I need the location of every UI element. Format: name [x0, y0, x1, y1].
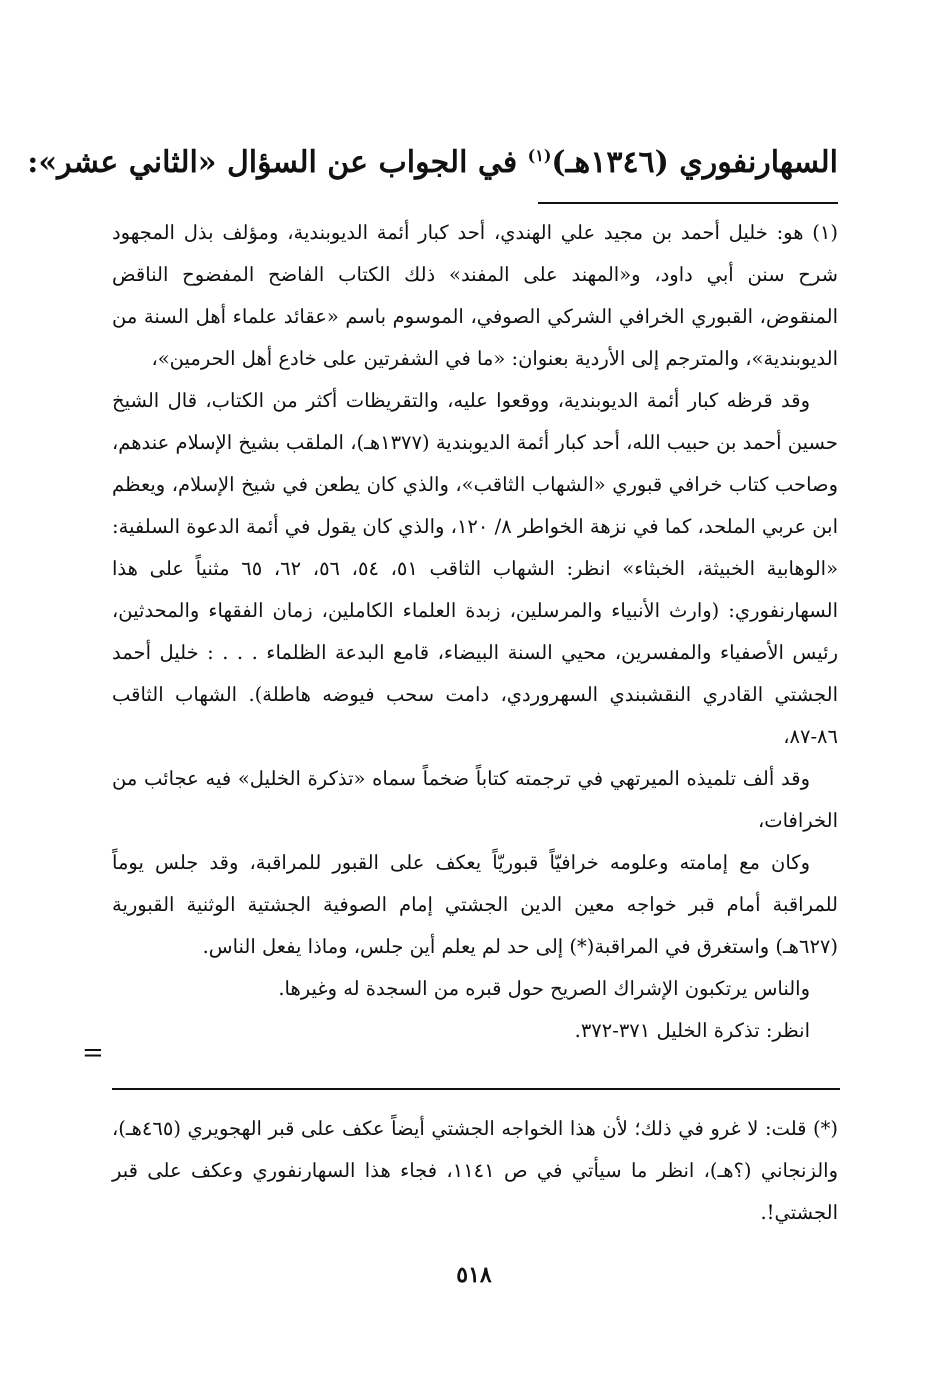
footnote-separator-bottom: [112, 1088, 840, 1090]
footnote-separator-top: [538, 202, 838, 204]
heading-text-end: في الجواب عن السؤال «الثاني عشر»:: [27, 145, 528, 180]
section-heading: [27, 132, 838, 187]
footnote-paragraph-identity: (١) هو: خليل أحمد بن مجيد علي الهندي، أحد كبار أئمة الديوبندية، ومؤلف بذل المجهود شرح سنن أبي داود، و«المهند على المفند» ذلك الكتاب الفاضح المفضوح الناقض المنقوض، القبوري الخرافي الشركي الصوفي، الموسوم باسم «عقائد علماء أهل السنة من الديوبندية»، والمترجم إلى الأردية بعنوان: «ما في الشفرتين على خادع أهل الحرمين»،: [112, 221, 838, 370]
page-number: ٥١٨: [456, 1262, 492, 1288]
margin-double-line-mark: =: [82, 1038, 104, 1068]
footnote-reference-marker[interactable]: (١): [527, 146, 552, 165]
footnote-paragraph-grave-meditation: وكان مع إمامته وعلومه خرافيّاً قبوريّاً يعكف على القبور للمراقبة، وقد جلس يوماً للمراقبة أمام قبر خواجه معين الدين الجشتي إمام الصوفية الجشتية الوثنية القبورية (٦٢٧هـ) واستغرق في المراقبة(*) إلى حد لم يعلم أين جلس، وماذا يفعل الناس.: [112, 851, 838, 958]
heading-text-start: السهارنفوري (١٣٤٦هـ): [551, 145, 838, 180]
footnote-paragraph-reference: انظر: تذكرة الخليل ٣٧١-٣٧٢.: [574, 1019, 810, 1042]
footnote-paragraph-people-shirk: والناس يرتكبون الإشراك الصريح حول قبره من السجدة له وغيرها.: [278, 977, 810, 1000]
asterisk-note-block: [112, 1108, 838, 1234]
footnote-paragraph-endorsements: وقد قرظه كبار أئمة الديوبندية، ووقعوا عليه، والتقريظات أكثر من الكتاب، قال الشيخ حسين أحمد بن حبيب الله، أحد كبار أئمة الديوبندية (١٣٧٧هـ)، الملقب بشيخ الإسلام عندهم، وصاحب كتاب خرافي قبوري «الشهاب الثاقب»، والذي كان يطعن في شيخ الإسلام، ويعظم ابن عربي الملحد، كما في نزهة الخواطر ٨/ ١٢٠، والذي كان يقول في أئمة الدعوة السلفية: «الوهابية الخبيثة، الخبثاء» انظر: الشهاب الثاقب ٥١، ٥٤، ٥٦، ٦٢، ٦٥ مثنياً على هذا السهارنفوري: (وارث الأنبياء والمرسلين، زبدة العلماء الكاملين، زمان الفقهاء والمحدثين، رئيس الأصفياء والمفسرين، محيي السنة البيضاء، قامع البدعة الظلماء . . . : خليل أحمد الجشتي القادري النقشبندي السهروردي، دامت سحب فيوضه هاطلة). الشهاب الثاقب ٨٦-٨٧،: [112, 389, 839, 748]
asterisk-note-text: (*) قلت: لا غرو في ذلك؛ لأن هذا الخواجه الجشتي أيضاً عكف على قبر الهجويري (٤٦٥هـ)، والزنجاني (؟هـ)، انظر ما سيأتي في ص ١١٤١، فجاء هذا السهارنفوري وعكف على قبر الجشتي!.: [112, 1117, 838, 1224]
footnote-paragraph-student-book: وقد ألف تلميذه الميرتهي في ترجمته كتاباً ضخماً سماه «تذكرة الخليل» فيه عجائب من الخرافات،: [112, 767, 838, 832]
footnote-one-block: [112, 212, 838, 1052]
